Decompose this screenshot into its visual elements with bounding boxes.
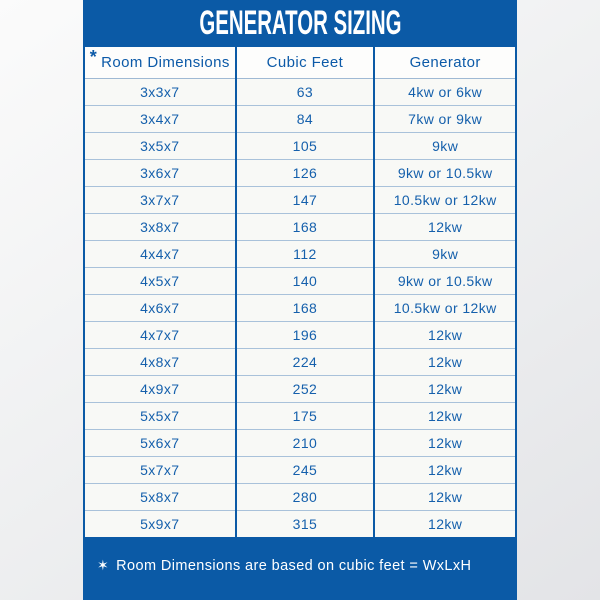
table-cell: 4x5x7 xyxy=(85,268,236,295)
table-row xyxy=(85,403,515,430)
table-cell: 196 xyxy=(236,322,375,349)
table-cell: 3x3x7 xyxy=(85,79,236,106)
table-cell: 12kw xyxy=(374,376,515,403)
table-row xyxy=(85,511,515,538)
table-cell: 9kw xyxy=(374,241,515,268)
table-cell: 9kw or 10.5kw xyxy=(374,268,515,295)
table-cell: 12kw xyxy=(374,511,515,538)
table-cell: 4x8x7 xyxy=(85,349,236,376)
column-header-room-dimensions-label: Room Dimensions xyxy=(101,54,230,71)
table-row xyxy=(85,106,515,133)
table-cell: 280 xyxy=(236,484,375,511)
table-cell: 9kw or 10.5kw xyxy=(374,160,515,187)
table-row xyxy=(85,376,515,403)
table-row xyxy=(85,430,515,457)
table-cell: 63 xyxy=(236,79,375,106)
table-cell: 84 xyxy=(236,106,375,133)
table-row xyxy=(85,79,515,106)
table-cell: 4x4x7 xyxy=(85,241,236,268)
table-cell: 252 xyxy=(236,376,375,403)
table-cell: 3x8x7 xyxy=(85,214,236,241)
table-cell: 10.5kw or 12kw xyxy=(374,295,515,322)
table-row xyxy=(85,295,515,322)
table-cell: 5x9x7 xyxy=(85,511,236,538)
table-cell: 168 xyxy=(236,214,375,241)
footnote-star-icon: ✶ xyxy=(97,557,110,573)
footnote-marker-icon: * xyxy=(89,47,98,67)
table-cell: 5x7x7 xyxy=(85,457,236,484)
table-cell: 3x7x7 xyxy=(85,187,236,214)
table-cell: 3x4x7 xyxy=(85,106,236,133)
table-cell: 112 xyxy=(236,241,375,268)
table-row xyxy=(85,349,515,376)
table-cell: 4kw or 6kw xyxy=(374,79,515,106)
column-header-cubic-feet: Cubic Feet xyxy=(236,47,375,79)
table-cell: 4x9x7 xyxy=(85,376,236,403)
table-cell: 12kw xyxy=(374,430,515,457)
table-cell: 10.5kw or 12kw xyxy=(374,187,515,214)
table-cell: 12kw xyxy=(374,349,515,376)
table-cell: 5x6x7 xyxy=(85,430,236,457)
table-cell: 3x5x7 xyxy=(85,133,236,160)
table-row xyxy=(85,484,515,511)
title-band xyxy=(83,0,517,47)
column-header-room-dimensions xyxy=(85,47,236,79)
table-cell: 4x7x7 xyxy=(85,322,236,349)
table-frame xyxy=(83,47,517,537)
table-cell: 4x6x7 xyxy=(85,295,236,322)
table-cell: 12kw xyxy=(374,214,515,241)
table-cell: 12kw xyxy=(374,403,515,430)
table-cell: 126 xyxy=(236,160,375,187)
table-cell: 3x6x7 xyxy=(85,160,236,187)
table-row xyxy=(85,133,515,160)
table-cell: 245 xyxy=(236,457,375,484)
table-cell: 210 xyxy=(236,430,375,457)
table-row xyxy=(85,457,515,484)
table-cell: 5x8x7 xyxy=(85,484,236,511)
column-header-generator: Generator xyxy=(374,47,515,79)
table-cell: 175 xyxy=(236,403,375,430)
table-body xyxy=(85,79,515,538)
table-cell: 12kw xyxy=(374,484,515,511)
table-cell: 9kw xyxy=(374,133,515,160)
table-cell: 147 xyxy=(236,187,375,214)
page-title: GENERATOR SIZING xyxy=(198,4,402,42)
table-row xyxy=(85,268,515,295)
table-row xyxy=(85,214,515,241)
table-cell: 168 xyxy=(236,295,375,322)
table-cell: 12kw xyxy=(374,457,515,484)
table-row xyxy=(85,187,515,214)
table-row xyxy=(85,322,515,349)
table-header-row xyxy=(85,47,515,79)
table-cell: 224 xyxy=(236,349,375,376)
footnote-text: Room Dimensions are based on cubic feet = WxLxH xyxy=(116,557,472,574)
table-cell: 5x5x7 xyxy=(85,403,236,430)
table-cell: 105 xyxy=(236,133,375,160)
table-cell: 12kw xyxy=(374,322,515,349)
table-cell: 7kw or 9kw xyxy=(374,106,515,133)
generator-sizing-table xyxy=(85,47,515,537)
table-row xyxy=(85,241,515,268)
table-cell: 140 xyxy=(236,268,375,295)
table-row xyxy=(85,160,515,187)
generator-sizing-panel xyxy=(83,0,517,600)
footnote-band xyxy=(83,537,517,600)
table-cell: 315 xyxy=(236,511,375,538)
